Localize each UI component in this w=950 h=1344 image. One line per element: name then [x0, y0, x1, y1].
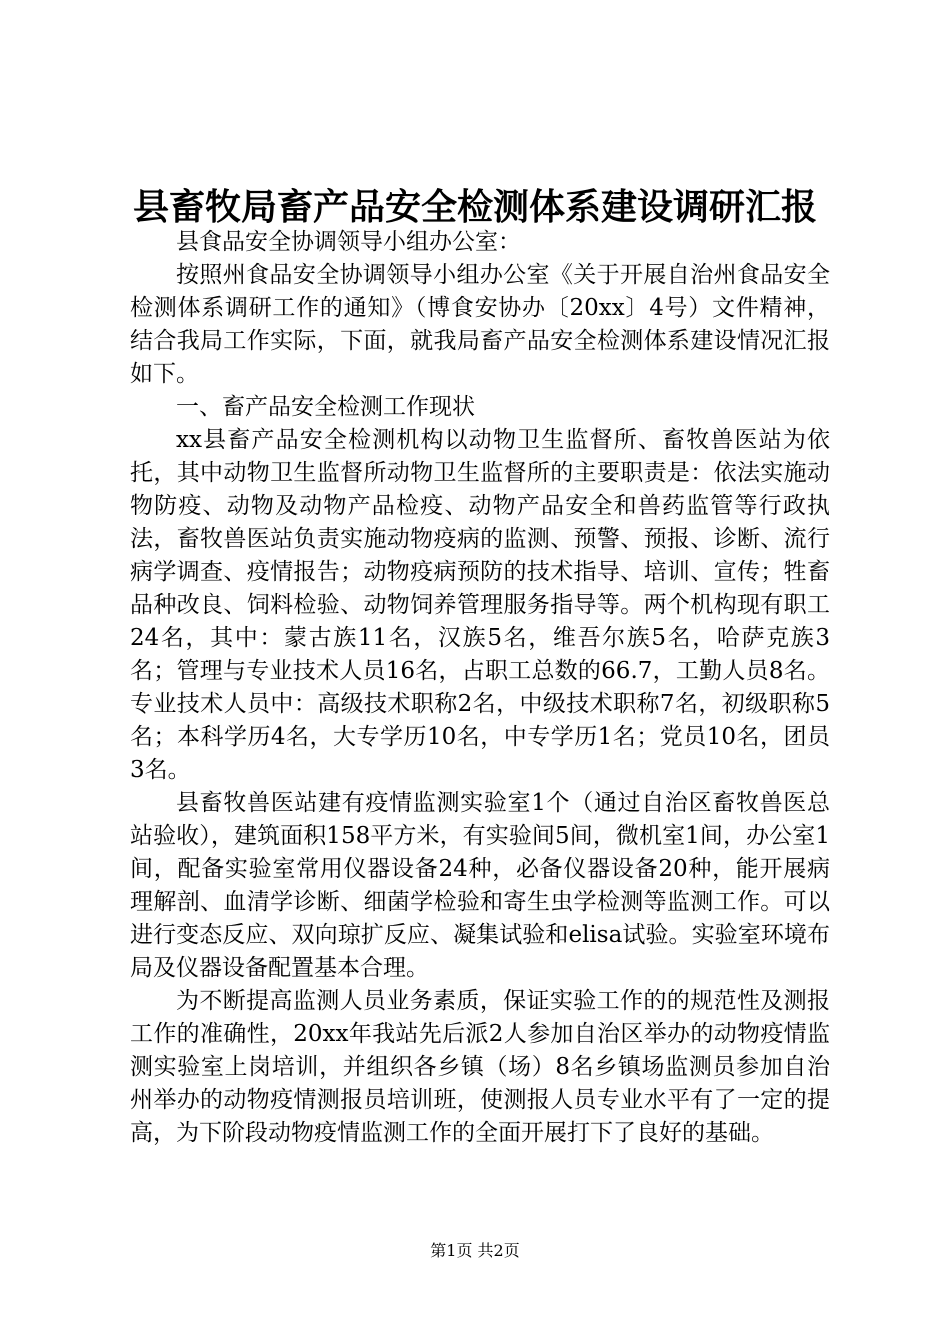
salutation-paragraph: 县食品安全协调领导小组办公室： — [176, 229, 521, 255]
document-title: 县畜牧局畜产品安全检测体系建设调研汇报 — [132, 186, 817, 228]
body-paragraph: 为不断提高监测人员业务素质，保证实验工作的的规范性及测报工作的准确性，20xx年我站先后派2人参加自治区举办的动物疫情监测实验室上岗培训，并组织各乡镇（场）8名乡镇场监测员参加自治州举办的动物疫情测报员培训班，使测报人员专业水平有了一定的提高，为下阶段动物疫情监测工作的全面开展打下了良好的基础。 — [130, 988, 830, 1146]
section-heading: 一、畜产品安全检测工作现状 — [176, 394, 475, 420]
intro-paragraph: 按照州食品安全协调领导小组办公室《关于开展自治州食品安全检测体系调研工作的通知》（博食安协办〔20xx〕4号）文件精神，结合我局工作实际，下面，就我局畜产品安全检测体系建设情况汇报如下。 — [130, 262, 830, 387]
page-number-footer: 第1页 共2页 — [430, 1241, 520, 1260]
body-paragraph: xx县畜产品安全检测机构以动物卫生监督所、畜牧兽医站为依托，其中动物卫生监督所动物卫生监督所的主要职责是：依法实施动物防疫、动物及动物产品检疫、动物产品安全和兽药监管等行政执法，畜牧兽医站负责实施动物疫病的监测、预警、预报、诊断、流行病学调查、疫情报告；动物疫病预防的技术指导、培训、宣传；牲畜品种改良、饲料检验、动物饲养管理服务指导等。两个机构现有职工24名，其中：蒙古族11名，汉族5名，维吾尔族5名，哈萨克族3名；管理与专业技术人员16名，占职工总数的66.7，工勤人员8名。专业技术人员中：高级技术职称2名，中级技术职称7名，初级职称5名；本科学历4名，大专学历10名，中专学历1名；党员10名，团员3名。 — [130, 427, 830, 783]
body-paragraph: 县畜牧兽医站建有疫情监测实验室1个（通过自治区畜牧兽医总站验收），建筑面积158平方米，有实验间5间，微机室1间，办公室1间，配备实验室常用仪器设备24种，必备仪器设备20种，能开展病理解剖、血清学诊断、细菌学检验和寄生虫学检测等监测工作。可以进行变态反应、双向琼扩反应、凝集试验和elisa试验。实验室环境布局及仪器设备配置基本合理。 — [130, 790, 830, 981]
document-body — [130, 226, 830, 1150]
